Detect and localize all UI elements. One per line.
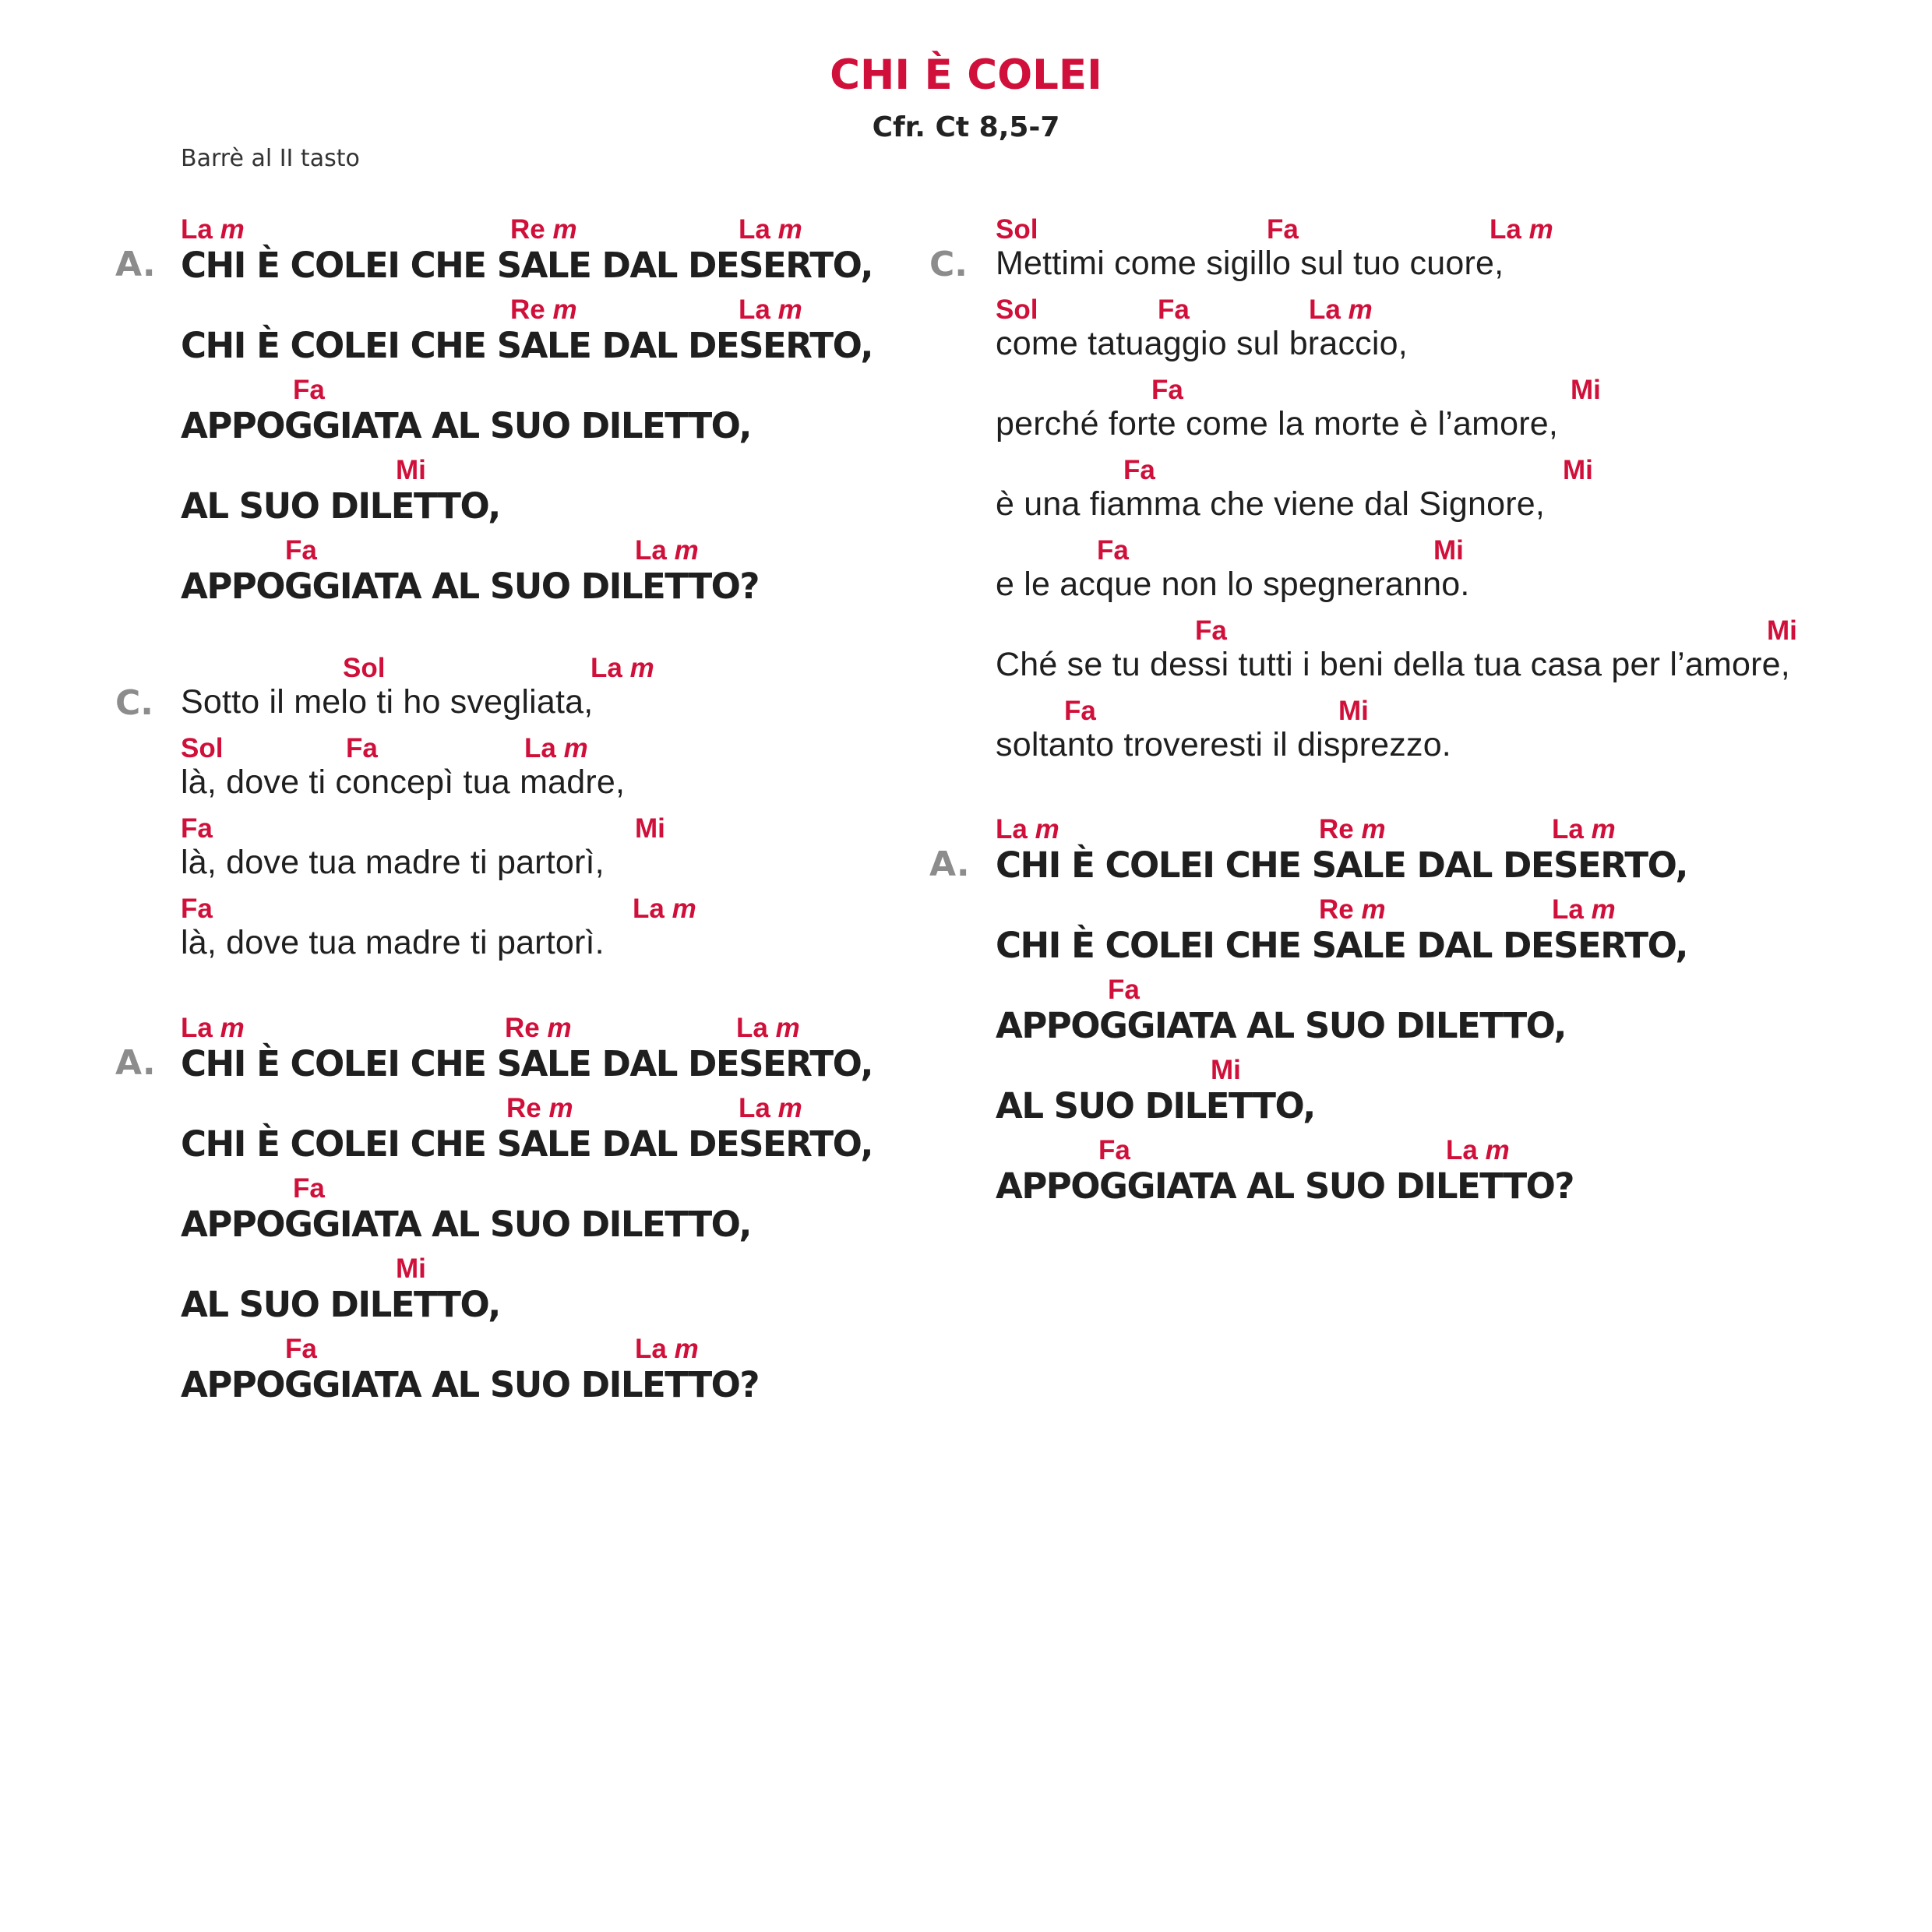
chord-root: La bbox=[1309, 294, 1341, 325]
chord-label bbox=[1309, 294, 1373, 326]
lyric-line: APPOGGIATA AL SUO DILETTO, bbox=[996, 1005, 1567, 1046]
chord-root: Fa bbox=[346, 733, 378, 763]
chord-label bbox=[505, 1013, 572, 1044]
chord-label bbox=[1319, 894, 1386, 925]
chord-root: Fa bbox=[1158, 294, 1190, 325]
chord-root: Fa bbox=[1123, 455, 1155, 485]
chord-root: Mi bbox=[635, 813, 665, 844]
chord-root: Sol bbox=[181, 733, 224, 763]
chord-root: Fa bbox=[1267, 214, 1299, 245]
chord-label bbox=[591, 653, 654, 684]
chord-label bbox=[1338, 696, 1369, 727]
chord-root: La bbox=[1552, 814, 1584, 844]
chord-root: Mi bbox=[1767, 615, 1797, 646]
song-title: CHI È COLEI bbox=[830, 51, 1102, 99]
chord-quality: m bbox=[1361, 894, 1386, 925]
lyric-line: CHI È COLEI CHE SALE DAL DESERTO, bbox=[181, 325, 873, 366]
chord-quality: m bbox=[777, 294, 802, 325]
chord-quality: m bbox=[777, 1093, 802, 1123]
chord-root: Fa bbox=[293, 1173, 325, 1204]
chord-root: Mi bbox=[1211, 1055, 1241, 1085]
chord-label bbox=[1319, 814, 1386, 845]
chord-label bbox=[1552, 814, 1616, 845]
lyric-line: APPOGGIATA AL SUO DILETTO? bbox=[181, 1364, 760, 1405]
chord-root: La bbox=[181, 1013, 213, 1043]
chord-root: Fa bbox=[1151, 375, 1183, 405]
chord-label bbox=[510, 294, 577, 326]
chord-label bbox=[1211, 1055, 1241, 1086]
chord-root: Re bbox=[505, 1013, 540, 1043]
chord-quality: m bbox=[547, 1013, 572, 1043]
lyric-line: CHI È COLEI CHE SALE DAL DESERTO, bbox=[996, 844, 1687, 886]
chord-label bbox=[1064, 696, 1096, 727]
chord-root: La bbox=[635, 535, 667, 566]
chord-quality: m bbox=[1591, 894, 1616, 925]
chord-root: La bbox=[633, 894, 665, 924]
chord-root: La bbox=[181, 214, 213, 245]
chord-quality: m bbox=[775, 1013, 800, 1043]
chord-label bbox=[524, 733, 588, 764]
chord-quality: m bbox=[220, 214, 245, 245]
chord-label bbox=[506, 1093, 573, 1124]
chord-root: Sol bbox=[343, 653, 386, 683]
chord-root: La bbox=[739, 214, 770, 245]
lyric-line: CHI È COLEI CHE SALE DAL DESERTO, bbox=[181, 245, 873, 286]
chord-label bbox=[996, 814, 1059, 845]
chord-label bbox=[739, 1093, 802, 1124]
lyric-line: APPOGGIATA AL SUO DILETTO? bbox=[181, 566, 760, 607]
chord-label bbox=[396, 455, 426, 486]
chord-label bbox=[1097, 535, 1129, 566]
chord-root: Sol bbox=[996, 294, 1038, 325]
chord-quality: m bbox=[674, 1334, 699, 1364]
chord-label bbox=[1267, 214, 1299, 245]
chord-label bbox=[1563, 455, 1593, 486]
chord-root: Mi bbox=[1338, 696, 1369, 726]
chord-root: Fa bbox=[1064, 696, 1096, 726]
lyric-line: è una fiamma che viene dal Signore, bbox=[996, 485, 1545, 523]
lyric-line: là, dove ti concepì tua madre, bbox=[181, 763, 626, 801]
section-marker: A. bbox=[929, 844, 970, 884]
chord-label bbox=[1433, 535, 1464, 566]
chord-label bbox=[343, 653, 385, 684]
chord-label bbox=[1767, 615, 1797, 647]
capo-note: Barrè al II tasto bbox=[181, 145, 360, 172]
chord-label bbox=[635, 813, 665, 844]
chord-root: Re bbox=[1319, 814, 1354, 844]
lyric-line: APPOGGIATA AL SUO DILETTO, bbox=[181, 405, 752, 446]
chord-label bbox=[996, 214, 1038, 245]
chord-label bbox=[293, 375, 325, 406]
chord-label bbox=[396, 1253, 426, 1285]
chord-root: Re bbox=[510, 294, 545, 325]
chord-quality: m bbox=[1485, 1135, 1510, 1165]
chord-root: La bbox=[1552, 894, 1584, 925]
lyric-line: Ché se tu dessi tutti i beni della tua casa per l’amore, bbox=[996, 646, 1790, 683]
chord-root: La bbox=[739, 294, 770, 325]
chord-quality: m bbox=[563, 733, 588, 763]
chord-quality: m bbox=[1591, 814, 1616, 844]
lyric-line: là, dove tua madre ti partorì. bbox=[181, 924, 605, 961]
chord-label bbox=[181, 214, 245, 245]
chord-root: Fa bbox=[293, 375, 325, 405]
lyric-line: CHI È COLEI CHE SALE DAL DESERTO, bbox=[996, 925, 1687, 966]
chord-root: Fa bbox=[285, 1334, 317, 1364]
chord-root: La bbox=[524, 733, 556, 763]
chord-root: Fa bbox=[285, 535, 317, 566]
chord-label bbox=[736, 1013, 800, 1044]
lyric-line: APPOGGIATA AL SUO DILETTO? bbox=[996, 1165, 1574, 1207]
chord-quality: m bbox=[1348, 294, 1373, 325]
chord-root: Mi bbox=[1433, 535, 1464, 566]
chord-label bbox=[181, 1013, 245, 1044]
chord-quality: m bbox=[777, 214, 802, 245]
chord-label bbox=[1446, 1135, 1510, 1166]
chord-root: Fa bbox=[1097, 535, 1129, 566]
chord-root: Fa bbox=[181, 894, 213, 924]
chord-label bbox=[181, 813, 213, 844]
chord-quality: m bbox=[1528, 214, 1553, 245]
lyric-line: perché forte come la morte è l’amore, bbox=[996, 405, 1558, 442]
chord-label bbox=[633, 894, 696, 925]
lyric-line: come tatuaggio sul braccio, bbox=[996, 325, 1408, 362]
chord-label bbox=[293, 1173, 325, 1204]
chord-label bbox=[635, 535, 699, 566]
chord-root: Fa bbox=[181, 813, 213, 844]
chord-root: Re bbox=[1319, 894, 1354, 925]
lyric-line: soltanto troveresti il disprezzo. bbox=[996, 726, 1451, 763]
lyric-line: AL SUO DILETTO, bbox=[996, 1085, 1315, 1126]
lyric-line: Sotto il melo ti ho svegliata, bbox=[181, 683, 594, 721]
chord-quality: m bbox=[220, 1013, 245, 1043]
chord-label bbox=[285, 535, 317, 566]
chord-quality: m bbox=[1035, 814, 1059, 844]
chord-root: Mi bbox=[396, 455, 426, 485]
lyric-line: CHI È COLEI CHE SALE DAL DESERTO, bbox=[181, 1123, 873, 1165]
chord-label bbox=[346, 733, 378, 764]
chord-label bbox=[1571, 375, 1601, 406]
chord-root: Mi bbox=[1563, 455, 1593, 485]
chord-quality: m bbox=[674, 535, 699, 566]
chord-root: La bbox=[1446, 1135, 1478, 1165]
chord-root: La bbox=[736, 1013, 768, 1043]
chord-root: Re bbox=[506, 1093, 541, 1123]
chord-label bbox=[635, 1334, 699, 1365]
chord-root: La bbox=[1490, 214, 1521, 245]
lyric-line: APPOGGIATA AL SUO DILETTO, bbox=[181, 1204, 752, 1245]
chord-quality: m bbox=[672, 894, 696, 924]
chord-root: Sol bbox=[996, 214, 1038, 245]
lyric-line: AL SUO DILETTO, bbox=[181, 485, 500, 527]
chord-root: Mi bbox=[396, 1253, 426, 1284]
chord-quality: m bbox=[548, 1093, 573, 1123]
chord-root: Re bbox=[510, 214, 545, 245]
chord-quality: m bbox=[552, 294, 577, 325]
chord-root: Fa bbox=[1098, 1135, 1130, 1165]
chord-label bbox=[510, 214, 577, 245]
chord-root: La bbox=[635, 1334, 667, 1364]
lyric-line: là, dove tua madre ti partorì, bbox=[181, 844, 605, 881]
chord-label bbox=[1123, 455, 1155, 486]
chord-label bbox=[1195, 615, 1227, 647]
chord-root: La bbox=[591, 653, 622, 683]
chord-label bbox=[996, 294, 1038, 326]
chord-root: Fa bbox=[1195, 615, 1227, 646]
chord-quality: m bbox=[629, 653, 654, 683]
section-marker: C. bbox=[115, 683, 154, 723]
lyric-line: e le acque non lo spegneranno. bbox=[996, 566, 1470, 603]
chord-label bbox=[1490, 214, 1553, 245]
chord-label bbox=[1098, 1135, 1130, 1166]
chord-label bbox=[739, 214, 802, 245]
lyric-line: AL SUO DILETTO, bbox=[181, 1284, 500, 1325]
section-marker: C. bbox=[929, 245, 968, 284]
chord-root: La bbox=[739, 1093, 770, 1123]
chord-quality: m bbox=[552, 214, 577, 245]
chord-root: Fa bbox=[1108, 975, 1140, 1005]
lyric-line: CHI È COLEI CHE SALE DAL DESERTO, bbox=[181, 1043, 873, 1084]
chord-label bbox=[181, 894, 213, 925]
chord-quality: m bbox=[1361, 814, 1386, 844]
section-marker: A. bbox=[115, 245, 156, 284]
chord-label bbox=[1158, 294, 1190, 326]
lyric-line: Mettimi come sigillo sul tuo cuore, bbox=[996, 245, 1504, 282]
chord-label bbox=[739, 294, 802, 326]
song-reference: Cfr. Ct 8,5-7 bbox=[872, 111, 1060, 143]
chord-root: Mi bbox=[1571, 375, 1601, 405]
section-marker: A. bbox=[115, 1043, 156, 1083]
chord-label bbox=[1552, 894, 1616, 925]
chord-label bbox=[1151, 375, 1183, 406]
chord-label bbox=[1108, 975, 1140, 1006]
chord-root: La bbox=[996, 814, 1028, 844]
chord-label bbox=[285, 1334, 317, 1365]
chord-label bbox=[181, 733, 223, 764]
